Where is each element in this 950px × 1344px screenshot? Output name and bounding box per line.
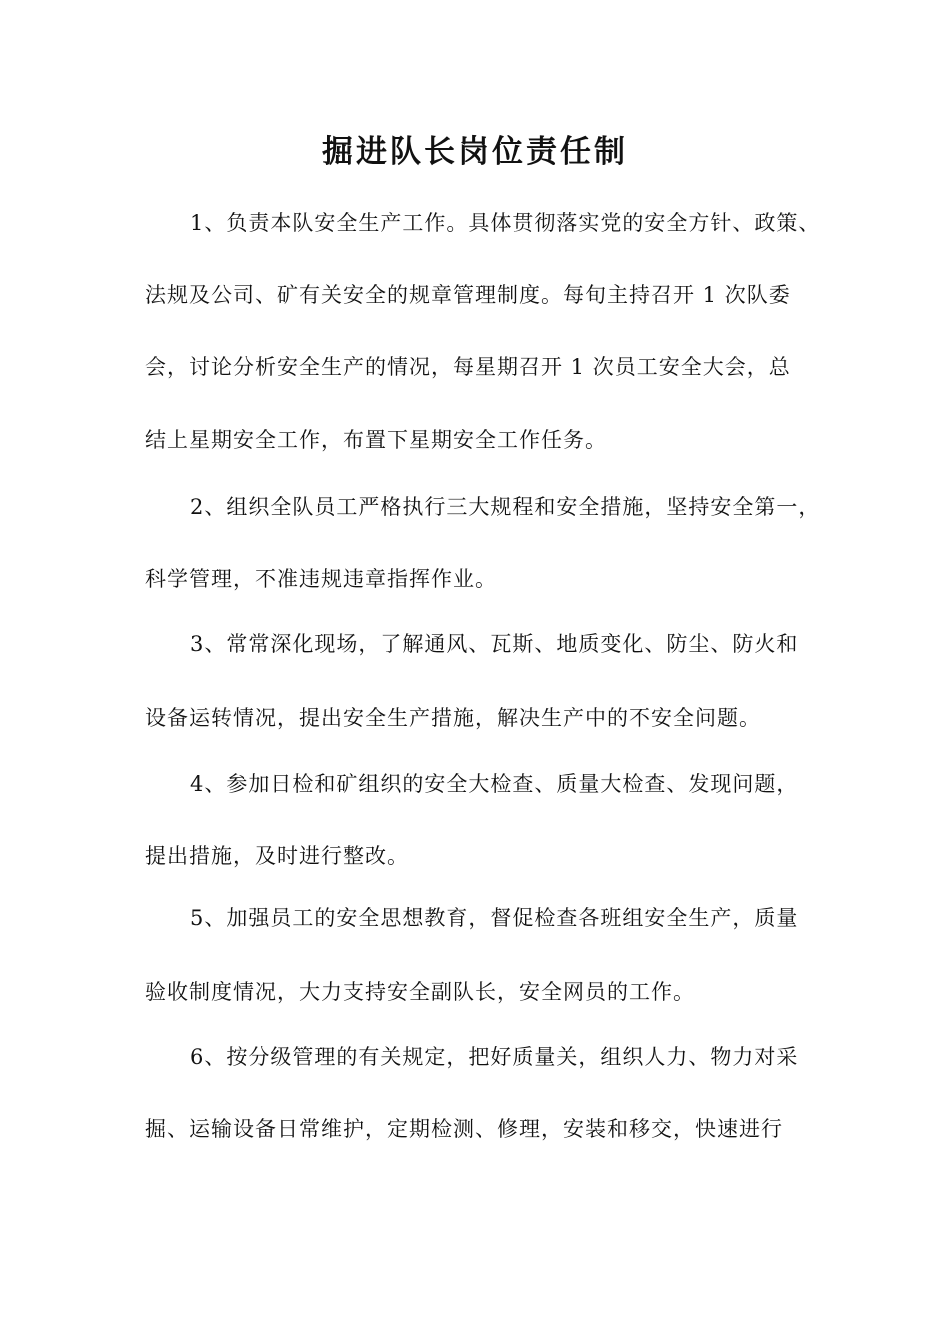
paragraph-6-line-1: 6、按分级管理的有关规定，把好质量关，组织人力、物力对采 — [190, 1045, 799, 1069]
paragraph-1-line-2: 法规及公司、矿有关安全的规章管理制度。每旬主持召开 1 次队委 — [145, 283, 791, 307]
paragraph-1-line-4: 结上星期安全工作，布置下星期安全工作任务。 — [145, 428, 607, 452]
paragraph-1-line-3: 会，讨论分析安全生产的情况，每星期召开 1 次员工安全大会，总 — [145, 355, 791, 379]
paragraph-4-line-1: 4、参加日检和矿组织的安全大检查、质量大检查、发现问题， — [190, 772, 799, 796]
document-title: 掘进队长岗位责任制 — [322, 134, 628, 170]
paragraph-6-line-2: 掘、运输设备日常维护，定期检测、修理，安装和移交，快速进行 — [145, 1117, 783, 1141]
paragraph-2-line-2: 科学管理，不准违规违章指挥作业。 — [145, 567, 497, 591]
paragraph-2-line-1: 2、组织全队员工严格执行三大规程和安全措施，坚持安全第一， — [190, 495, 821, 519]
paragraph-3-line-1: 3、常常深化现场，了解通风、瓦斯、地质变化、防尘、防火和 — [190, 632, 799, 656]
paragraph-3-line-2: 设备运转情况，提出安全生产措施，解决生产中的不安全问题。 — [145, 706, 761, 730]
paragraph-4-line-2: 提出措施，及时进行整改。 — [145, 844, 409, 868]
paragraph-1-line-1: 1、负责本队安全生产工作。具体贯彻落实党的安全方针、政策、 — [190, 211, 821, 235]
paragraph-5-line-1: 5、加强员工的安全思想教育，督促检查各班组安全生产，质量 — [190, 906, 799, 930]
paragraph-5-line-2: 验收制度情况，大力支持安全副队长，安全网员的工作。 — [145, 980, 695, 1004]
